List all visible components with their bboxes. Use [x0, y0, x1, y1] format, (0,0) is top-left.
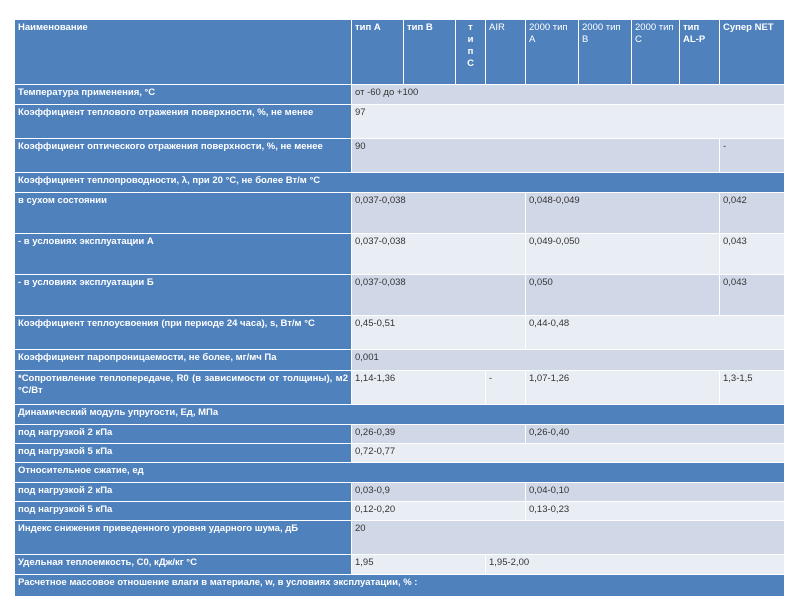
- properties-table: [14, 19, 785, 597]
- table-row: [15, 85, 785, 105]
- cell-value: 1,07-1,26: [526, 371, 720, 405]
- cell-value: 0,72-0,77: [352, 444, 785, 463]
- row-label: Коэффициент оптического отражения поверхности, %, не менее: [15, 139, 352, 173]
- table-row: [15, 425, 785, 444]
- cell-value: 0,26-0,40: [526, 425, 785, 444]
- table-row: [15, 444, 785, 463]
- row-label: - в условиях эксплуатации Б: [15, 275, 352, 316]
- cell-value: от -60 до +100: [352, 85, 785, 105]
- header-type-b: тип В: [404, 20, 456, 85]
- table-row: [15, 350, 785, 371]
- cell-value: 0,048-0,049: [526, 193, 720, 234]
- row-label: под нагрузкой 5 кПа: [15, 444, 352, 463]
- header-2000-c: 2000 тип С: [632, 20, 680, 85]
- cell-value: 1,14-1,36: [352, 371, 486, 405]
- header-type-a: тип А: [352, 20, 404, 85]
- cell-value: 0,03-0,9: [352, 483, 526, 502]
- row-label: под нагрузкой 5 кПа: [15, 502, 352, 521]
- table-row: [15, 502, 785, 521]
- cell-value: 97: [352, 105, 785, 139]
- cell-value: 0,050: [526, 275, 720, 316]
- table-row: [15, 234, 785, 275]
- cell-value: 0,049-0,050: [526, 234, 720, 275]
- section-row: [15, 575, 785, 597]
- cell-value: 0,44-0,48: [526, 316, 785, 350]
- section-label: Относительное сжатие, ед: [15, 463, 785, 483]
- table-row: [15, 105, 785, 139]
- header-type-c: [456, 20, 486, 85]
- table-row: [15, 371, 785, 405]
- table-row: [15, 275, 785, 316]
- header-air: AIR: [486, 20, 526, 85]
- header-2000-a: 2000 тип А: [526, 20, 579, 85]
- row-label: Коэффициент теплоусвоения (при периоде 24 часа), s, Вт/м °С: [15, 316, 352, 350]
- cell-value: 20: [352, 521, 785, 555]
- row-label: - в условиях эксплуатации А: [15, 234, 352, 275]
- header-super-net: Супер NET: [720, 20, 785, 85]
- row-label: Коэффициент теплового отражения поверхности, %, не менее: [15, 105, 352, 139]
- cell-value: 0,042: [720, 193, 785, 234]
- cell-value: -: [486, 371, 526, 405]
- row-label: под нагрузкой 2 кПа: [15, 483, 352, 502]
- header-2000-b: 2000 тип В: [579, 20, 632, 85]
- cell-value: 0,043: [720, 234, 785, 275]
- section-row: [15, 405, 785, 425]
- table-row: [15, 193, 785, 234]
- header-type-c-text: т и п С: [467, 22, 474, 69]
- row-label: Температура применения, °С: [15, 85, 352, 105]
- cell-value: 1,3-1,5: [720, 371, 785, 405]
- cell-value: 0,037-0,038: [352, 275, 526, 316]
- cell-value: -: [720, 139, 785, 173]
- section-label: Динамический модуль упругости, Ед, МПа: [15, 405, 785, 425]
- cell-value: 0,037-0,038: [352, 234, 526, 275]
- row-label: Коэффициент паропроницаемости, не более, мг/мч Па: [15, 350, 352, 371]
- cell-value: 0,001: [352, 350, 785, 371]
- cell-value: 90: [352, 139, 720, 173]
- cell-value: 0,45-0,51: [352, 316, 526, 350]
- table-row: [15, 483, 785, 502]
- row-label: Удельная теплоемкость, С0, кДж/кг °С: [15, 555, 352, 575]
- row-label: *Сопротивление теплопередаче, R0 (в зависимости от толщины), м2 °С/Вт: [15, 371, 352, 405]
- header-name: Наименование: [15, 20, 352, 85]
- cell-value: 0,04-0,10: [526, 483, 785, 502]
- row-label: под нагрузкой 2 кПа: [15, 425, 352, 444]
- header-row: [15, 20, 785, 85]
- table-row: [15, 316, 785, 350]
- section-label: Коэффициент теплопроводности, λ, при 20 °С, не более Вт/м °С: [15, 173, 785, 193]
- cell-value: 0,12-0,20: [352, 502, 526, 521]
- table-row: [15, 521, 785, 555]
- table-row: [15, 139, 785, 173]
- section-row: [15, 463, 785, 483]
- cell-value: 1,95: [352, 555, 486, 575]
- cell-value: 0,13-0,23: [526, 502, 785, 521]
- cell-value: 1,95-2,00: [486, 555, 785, 575]
- row-label: в сухом состоянии: [15, 193, 352, 234]
- cell-value: 0,037-0,038: [352, 193, 526, 234]
- section-label: Расчетное массовое отношение влаги в материале, w, в условиях эксплуатации, % :: [15, 575, 785, 597]
- cell-value: 0,26-0,39: [352, 425, 526, 444]
- cell-value: 0,043: [720, 275, 785, 316]
- section-row: [15, 173, 785, 193]
- row-label: Индекс снижения приведенного уровня ударного шума, дБ: [15, 521, 352, 555]
- table-row: [15, 555, 785, 575]
- header-al-p: тип AL-P: [680, 20, 720, 85]
